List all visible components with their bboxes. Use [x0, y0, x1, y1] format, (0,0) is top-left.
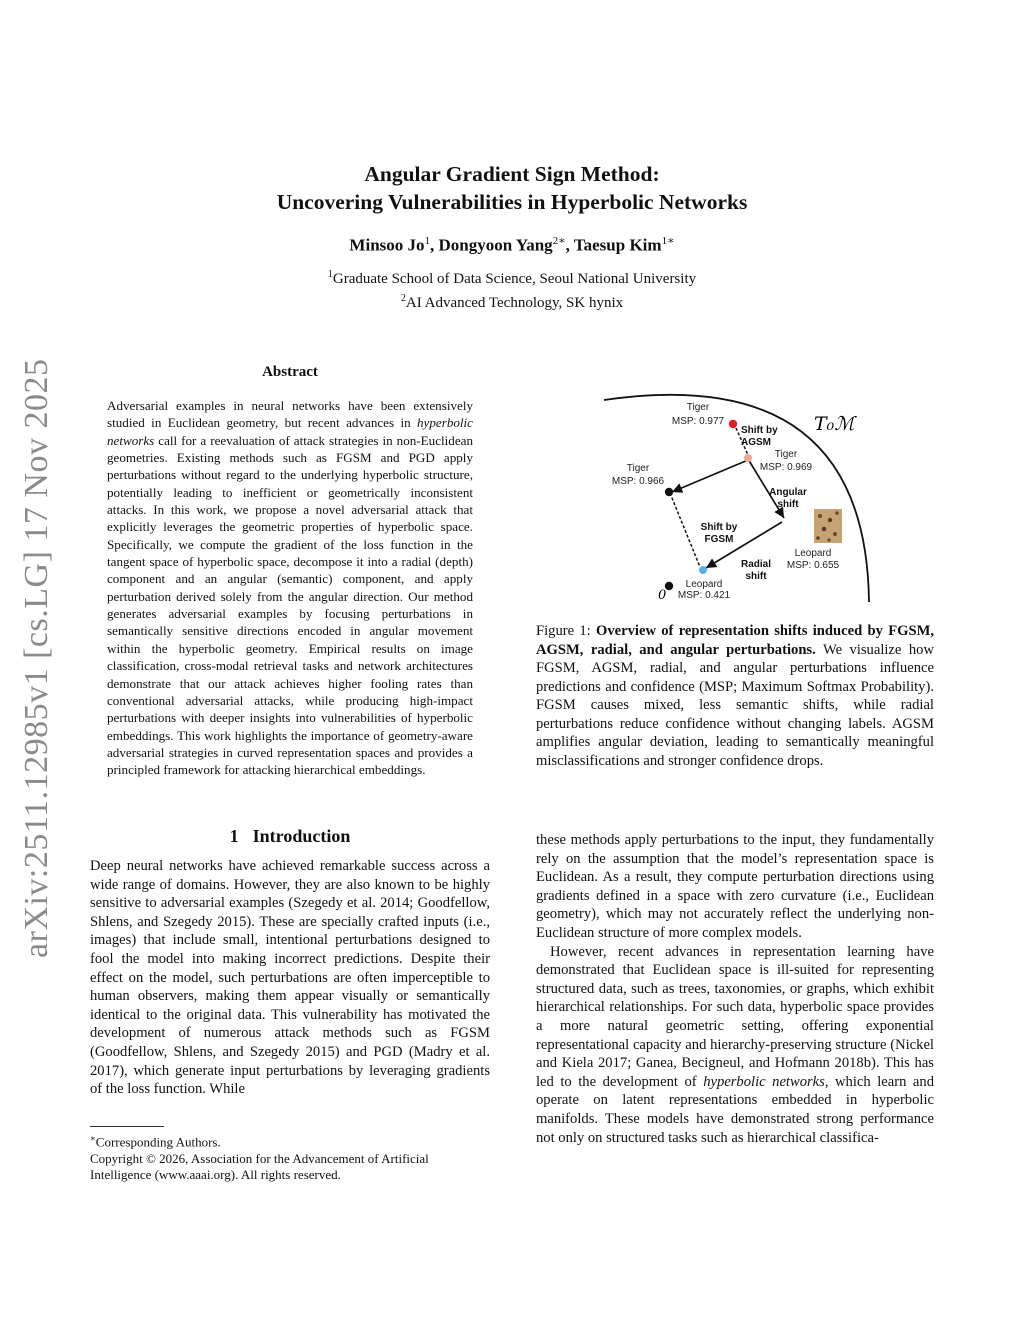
point-msp: MSP: 0.969	[759, 462, 813, 473]
intro-paragraph: Deep neural networks have achieved remarkable success across a wide range of domains. However, they are also known to be highly sensitive to adversarial examples (Szegedy et al. 2014; Goodfellow, Shlens, and Szegedy 2015). These are specially crafted inputs (i.e., images) that include small, intentional perturbations designed to fool the model into making incorrect predictions. Despite their effect on the model, such perturbations are often imperceptible to human observers, making them appear visually or semantically identical to the original data. This vulnerability has motivated the development of numerous attack methods such as FGSM (Goodfellow, Shlens, and Szegedy 2015) and PGD (Madry et al. 2017), which generate input perturbations by leveraging gradients of the loss function. While	[90, 858, 490, 1098]
section-number: 1	[229, 826, 239, 846]
agsm-label-line2: AGSM	[741, 437, 771, 448]
fgsm-shift-arrow-2	[670, 493, 700, 567]
caption-prefix: Figure 1:	[536, 623, 597, 639]
footnote-copyright: Copyright © 2026, Association for the Advancement of Artificial Intelligence (www.aaai.org). All rights reserved.	[90, 1150, 429, 1183]
footnote-mark: ∗	[90, 1133, 96, 1143]
point-tiger-fgsm	[665, 488, 673, 496]
abstract-text: Adversarial examples in neural networks have been extensively studied in Euclidean geometry, but recent advances in	[107, 398, 473, 431]
point-tiger-agsm	[729, 420, 737, 428]
section-title: Introduction	[252, 826, 351, 846]
affiliation	[0, 289, 1024, 313]
author-name: Dongyoon Yang	[438, 235, 553, 255]
author-name: Taesup Kim	[573, 235, 662, 255]
point-tiger-angular	[744, 454, 752, 462]
author-mark: 1	[424, 235, 431, 247]
affiliation-mark: 2	[400, 293, 406, 304]
point-label: Leopard	[685, 579, 723, 590]
angular-label-line2: shift	[777, 499, 799, 510]
point-label: Leopard	[794, 548, 832, 559]
agsm-label-line1: Shift by	[741, 425, 778, 436]
title-line-1: Angular Gradient Sign Method:	[364, 162, 660, 186]
point-leopard-radial	[699, 566, 707, 574]
fgsm-label-line2: FGSM	[704, 534, 734, 545]
affiliations	[0, 265, 1024, 313]
footnote-rule	[90, 1126, 164, 1127]
point-msp: MSP: 0.655	[786, 560, 840, 571]
figure-1-diagram	[596, 382, 896, 606]
author-list: Minsoo Jo$^1$, Dongyoon Yang$^{2∗}$, Taesup Kim$^{1∗}$	[349, 235, 675, 255]
paragraph-text: , which learn and operate on latent representations embedded in hyperbolic manifolds. These models have demonstrated strong performance not only on structured tasks such as hierarchical classifica-	[536, 1073, 934, 1146]
figure-1-caption	[536, 622, 934, 770]
intro-right-column	[536, 831, 934, 1147]
footnote-corresponding	[90, 1130, 490, 1151]
manifold-label: T₀ℳ	[814, 413, 855, 435]
paper-title	[0, 160, 1024, 216]
intro-paragraph	[536, 943, 934, 1148]
abstract-emphasis: hyperbolic networks	[107, 415, 473, 448]
intro-left-column	[90, 857, 490, 1099]
origin-label: 0	[658, 588, 667, 603]
affiliation-text: Graduate School of Data Science, Seoul National University	[332, 271, 697, 287]
point-msp: MSP: 0.421	[677, 590, 731, 601]
section-heading	[90, 826, 490, 847]
point-label: Tiger	[686, 402, 710, 413]
paragraph-text: However, recent advances in representation learning have demonstrated that Euclidean space is ill-suited for representing structured data, such as trees, taxonomies, or graphs, which exhibit hierarchical relationships. For such data, hyperbolic space provides a more natural geometric setting, offering exponential representational capacity and hierarchy-preserving structure (Nickel and Kiela 2017; Ganea, Becigneul, and Hofmann 2018b). This has led to the development of	[536, 943, 934, 1090]
affiliation-mark: 1	[327, 269, 333, 280]
title-line-2: Uncovering Vulnerabilities in Hyperbolic Networks	[276, 190, 748, 214]
footnote-text: Corresponding Authors.	[95, 1134, 221, 1150]
author-mark: 2∗	[552, 235, 566, 247]
fgsm-label-line1: Shift by	[700, 522, 738, 533]
leopard-image	[814, 509, 842, 543]
point-label: Tiger	[626, 463, 650, 474]
radial-label-line1: Radial	[740, 559, 772, 570]
point-msp: MSP: 0.977	[671, 416, 725, 427]
author-name: Minsoo Jo	[349, 235, 425, 255]
abstract-text: call for a reevaluation of attack strategies in non-Euclidean geometries. Existing methods such as FGSM and PGD apply perturbations without regard to the underlying hyperbolic structure, potentially leading to inefficient or geometrically inconsistent attacks. In this work, we propose a novel adversarial attack that explicitly leverages the geometric properties of hyperbolic space. Specifically, we compute the gradient of the loss function in the tangent space of hyperbolic space, decompose it into a radial (depth) component and an angular (semantic) component, and apply perturbation derived solely from the angular direction. Our method generates adversarial examples by focusing perturbations in semantically sensitive directions encoded in angular movement within the hyperbolic geometry. Empirical results on image classification, cross-modal retrieval tasks and network architectures demonstrate that our attack achieves higher fooling rates than conventional adversarial attacks, while producing high-impact perturbations with deeper insights into vulnerabilities of hyperbolic embeddings. This work highlights the importance of geometry-aware adversarial strategies in curved representation spaces and provides a principled framework for attacking hierarchical embeddings.	[107, 432, 473, 778]
footnote	[90, 1130, 490, 1184]
point-msp: MSP: 0.966	[611, 476, 665, 487]
caption-text: We visualize how FGSM, AGSM, radial, and angular perturbations influence predictions and confidence (MSP; Maximum Softmax Probability). FGSM causes mixed, less semantic shifts, while radial perturbations reduce confidence without changing labels. AGSM amplifies angular deviation, leading to semantically meaningful misclassifications and stronger confidence drops.	[536, 641, 934, 769]
affiliation-text: AI Advanced Technology, SK hynix	[405, 295, 624, 311]
radial-label-line2: shift	[745, 571, 767, 582]
abstract-heading: Abstract	[262, 364, 318, 380]
arxiv-identifier: arXiv:2511.12985v1 [cs.LG] 17 Nov 2025	[18, 358, 55, 958]
affiliation	[0, 265, 1024, 289]
point-label: Tiger	[774, 449, 798, 460]
author-mark: 1∗	[661, 235, 675, 247]
angular-label-line1: Angular	[769, 487, 807, 498]
paragraph-emphasis: hyperbolic networks	[703, 1073, 825, 1090]
abstract-body	[107, 397, 473, 779]
caption-bold: Overview of representation shifts induced by FGSM, AGSM, radial, and angular perturbations.	[536, 623, 934, 658]
fgsm-shift-arrow-1	[672, 460, 748, 492]
intro-paragraph: these methods apply perturbations to the input, they fundamentally rely on the assumption that the model’s representation space is Euclidean. As a result, they compute perturbation directions using gradients defined in a space with zero curvature (i.e., Euclidean geometry), which may not accurately reflect the underlying non-Euclidean structure of more complex models.	[536, 832, 934, 941]
